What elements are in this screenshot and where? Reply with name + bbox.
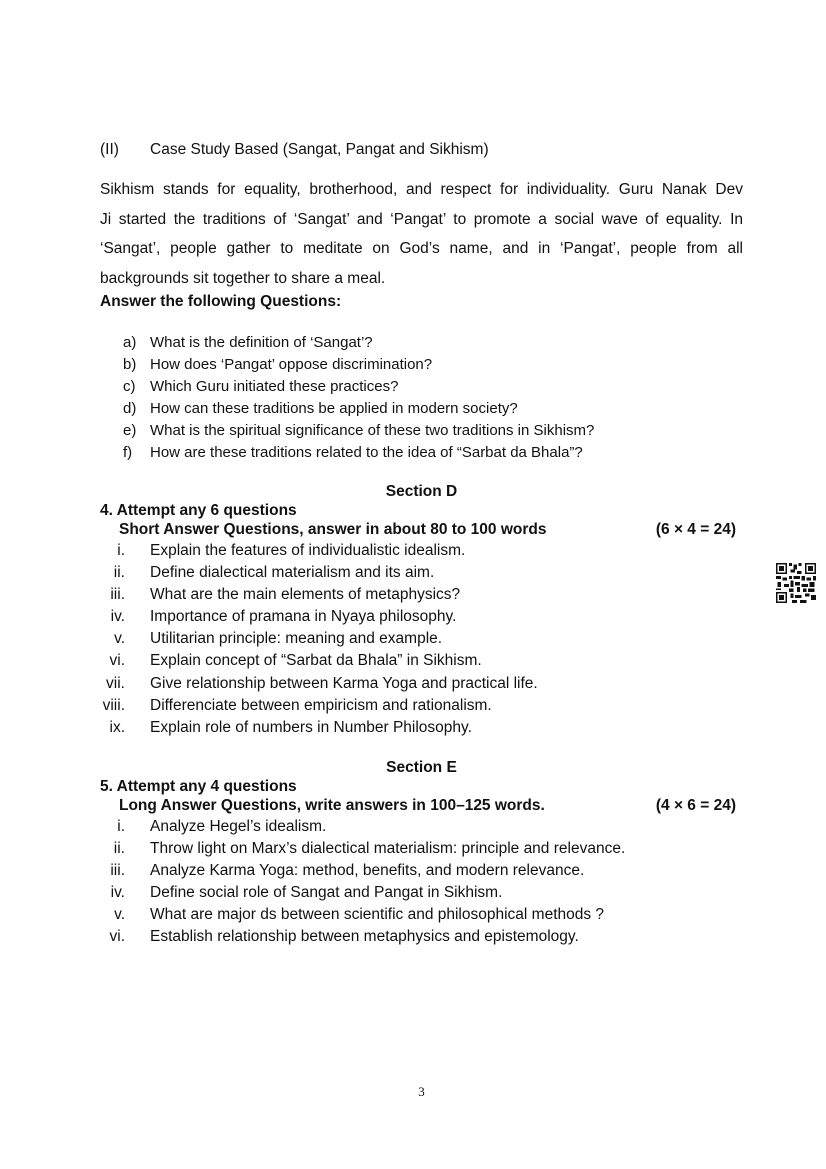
list-item: [123, 376, 594, 398]
item-text: How does ‘Pangat’ oppose discrimination?: [150, 356, 433, 373]
item-number: vi.: [109, 652, 125, 670]
case-study-heading: [100, 141, 489, 159]
item-text: Importance of pramana in Nyaya philosophy.: [150, 608, 457, 626]
item-text: Analyze Karma Yoga: method, benefits, and modern relevance.: [150, 862, 585, 880]
item-text: Explain role of numbers in Number Philosophy.: [150, 718, 472, 736]
case-study-paragraph: [100, 175, 743, 293]
item-number: iv.: [110, 884, 125, 902]
case-study-number: (II): [100, 141, 119, 158]
section-d-question-heading: 4. Attempt any 6 questions: [100, 502, 297, 519]
item-number: viii.: [102, 696, 125, 714]
item-text: Define social role of Sangat and Pangat in Sikhism.: [150, 884, 503, 902]
item-text: Define dialectical materialism and its aim.: [150, 564, 435, 582]
item-label: f): [123, 444, 133, 461]
item-number: ii.: [113, 840, 125, 858]
item-text: Differenciate between empiricism and rationalism.: [150, 696, 492, 714]
item-text: Explain the features of individualistic idealism.: [150, 542, 466, 559]
item-text: How can these traditions be applied in modern society?: [150, 400, 518, 417]
item-text: What are major ds between scientific and philosophical methods ?: [150, 906, 605, 924]
item-text: What is the spiritual significance of these two traditions in Sikhism?: [150, 422, 595, 439]
item-text: Utilitarian principle: meaning and example.: [150, 630, 443, 648]
item-text: Analyze Hegel’s idealism.: [150, 818, 327, 835]
item-label: e): [123, 422, 137, 439]
page-number: 3: [418, 1084, 425, 1099]
item-number: ii.: [113, 564, 125, 582]
case-study-title: Case Study Based (Sangat, Pangat and Sikhism): [150, 141, 489, 158]
item-text: What are the main elements of metaphysics?: [150, 586, 461, 604]
list-item: [123, 354, 594, 376]
item-number: iii.: [110, 862, 125, 880]
item-label: a): [123, 334, 137, 351]
item-label: b): [123, 356, 137, 373]
item-number: i.: [117, 818, 125, 835]
section-d-instruction: Short Answer Questions, answer in about 80 to 100 words: [119, 521, 547, 538]
item-number: i.: [117, 542, 125, 559]
item-text: Give relationship between Karma Yoga and practical life.: [150, 674, 538, 692]
paragraph-line: Ji started the traditions of ‘Sangat’ and ‘Pangat’ to promote a social wave of equality. In: [100, 210, 743, 228]
item-number: v.: [114, 906, 125, 924]
item-text: Throw light on Marx’s dialectical materialism: principle and relevance.: [150, 840, 626, 858]
item-number: v.: [114, 630, 125, 648]
item-text: Establish relationship between metaphysics and epistemology.: [150, 928, 579, 946]
section-e-instruction: Long Answer Questions, write answers in 100–125 words.: [119, 797, 545, 814]
section-d-title: Section D: [385, 483, 458, 500]
item-number: iii.: [110, 586, 125, 604]
list-item: [123, 420, 594, 442]
item-number: vii.: [106, 674, 125, 692]
item-text: How are these traditions related to the idea of “Sarbat da Bhala”?: [150, 444, 583, 461]
item-text: What is the definition of ‘Sangat’?: [150, 334, 373, 351]
paragraph-line: ‘Sangat’, people gather to meditate on God’s name, and in ‘Pangat’, people from all: [100, 240, 743, 257]
section-d-marks: (6 × 4 = 24): [655, 521, 736, 538]
answer-heading: Answer the following Questions:: [100, 293, 342, 310]
paragraph-line: Sikhism stands for equality, brotherhood, and respect for individuality. Guru Nanak Dev: [100, 181, 743, 198]
paragraph-line: backgrounds sit together to share a meal.: [100, 269, 386, 287]
case-study-questions: [123, 332, 594, 464]
item-label: c): [123, 378, 136, 395]
list-item: [123, 332, 594, 354]
list-item: [123, 442, 594, 464]
section-e-question-heading: 5. Attempt any 4 questions: [100, 778, 297, 795]
qr-code-icon: [776, 563, 816, 603]
section-e-marks: (4 × 6 = 24): [655, 797, 736, 814]
item-number: iv.: [110, 608, 125, 626]
item-text: Explain concept of “Sarbat da Bhala” in Sikhism.: [150, 652, 482, 670]
section-e-title: Section E: [386, 759, 457, 776]
item-number: vi.: [109, 928, 125, 946]
list-item: [123, 398, 594, 420]
item-text: Which Guru initiated these practices?: [150, 378, 399, 395]
item-label: d): [123, 400, 137, 417]
item-number: ix.: [109, 718, 125, 736]
